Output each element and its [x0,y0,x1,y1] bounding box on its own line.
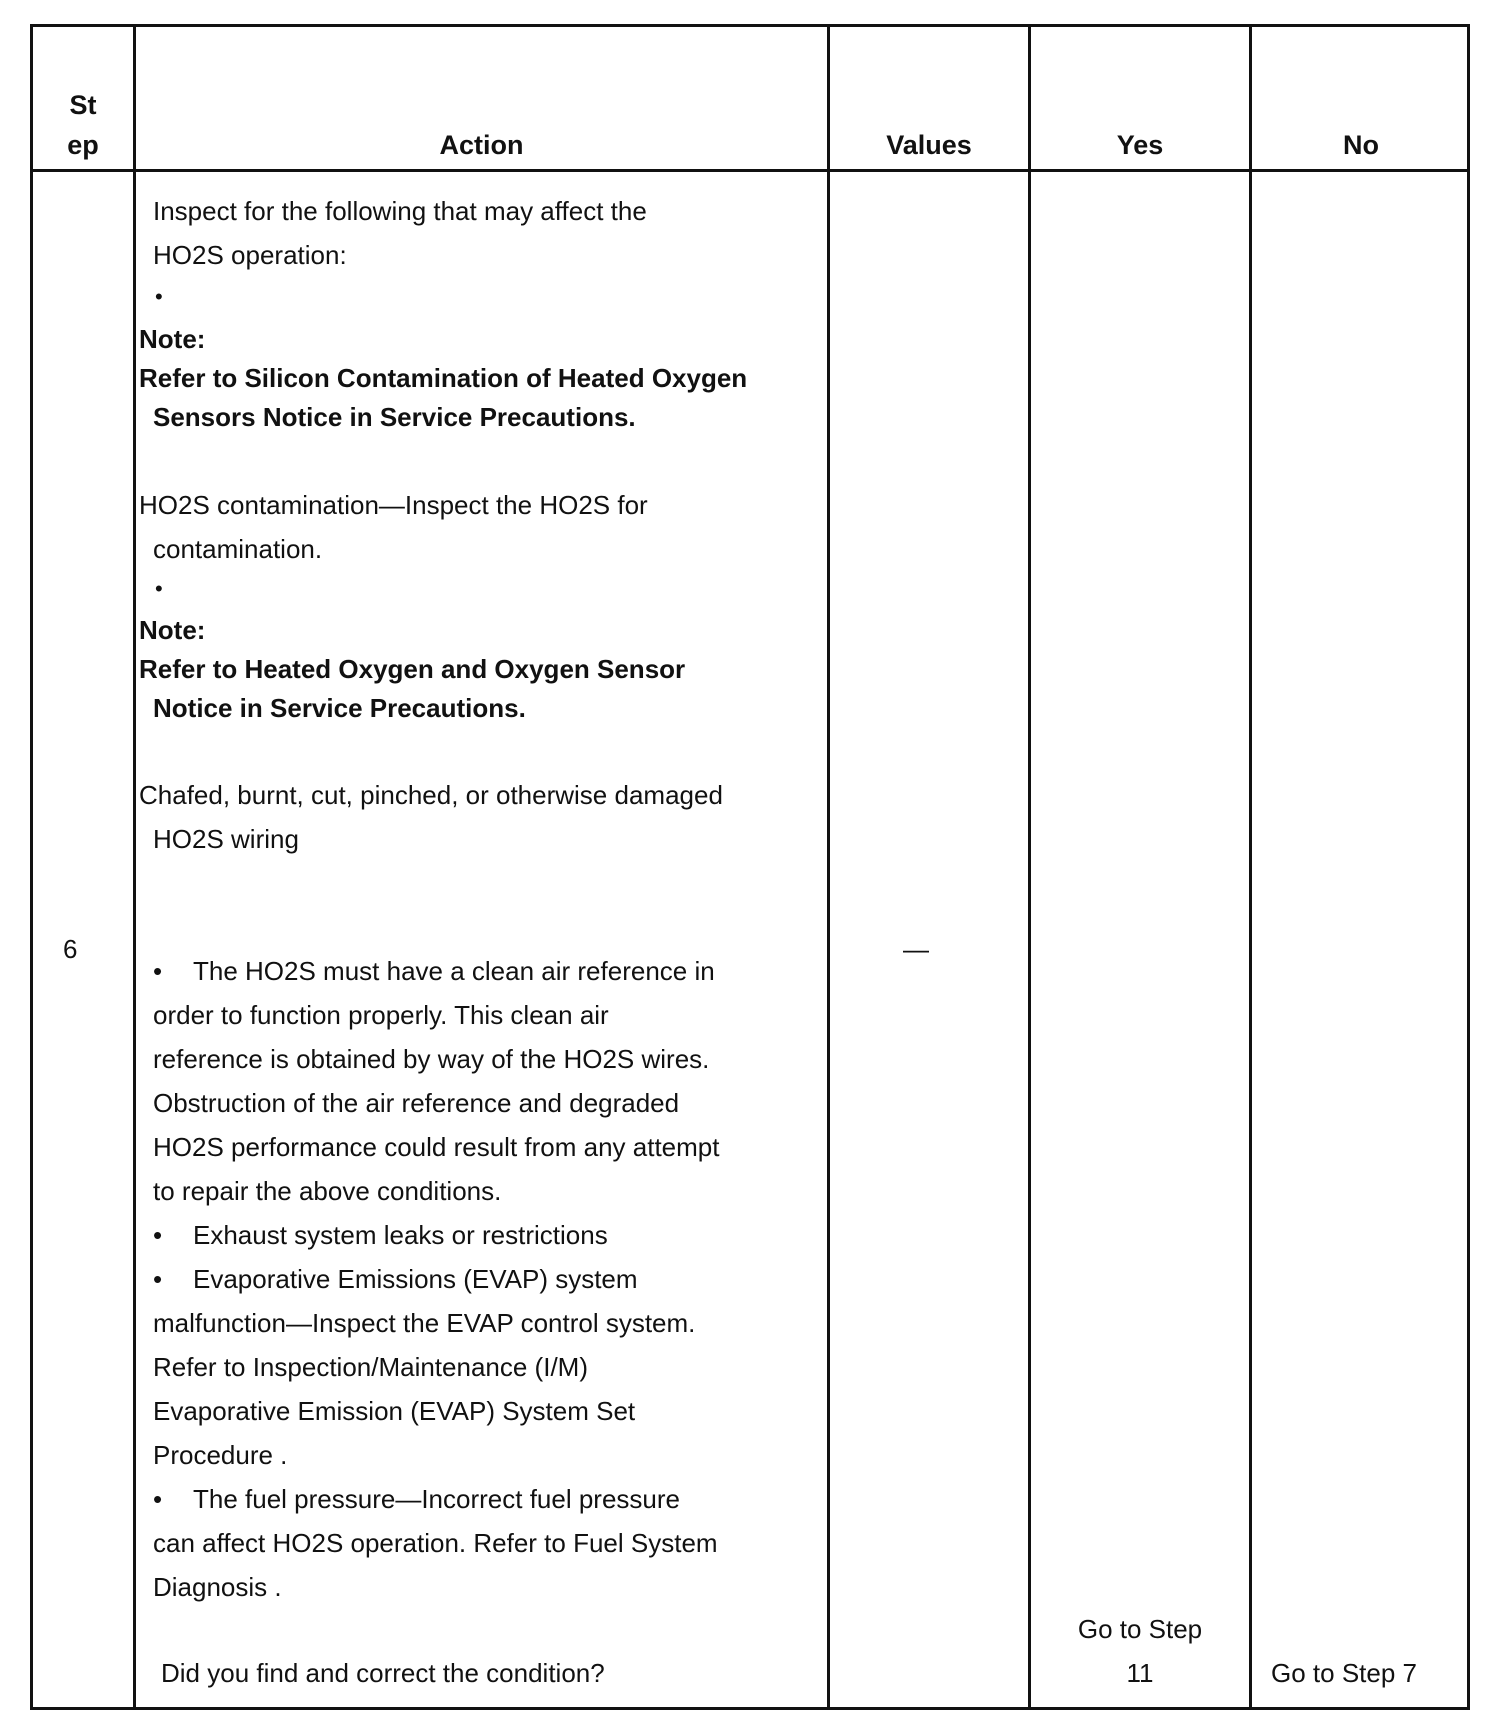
diagnostic-table [30,24,1470,1710]
column-divider [1249,27,1252,1707]
bullet-marker: • [153,1484,163,1514]
yes-line2: 11 [1126,1658,1154,1688]
note-text-line1: Refer to Silicon Contamination of Heated Oxygen [139,363,748,393]
item-contamination-line1: HO2S contamination—Inspect the HO2S for [139,490,648,520]
column-divider [1028,27,1031,1707]
bullet-text: Exhaust system leaks or restrictions [193,1220,608,1250]
header-step-line1: St [69,90,97,120]
item-contamination-line2: contamination. [153,534,323,564]
column-divider [133,27,136,1707]
note-text-line1: Refer to Heated Oxygen and Oxygen Sensor [139,654,686,684]
yes-cell [1031,1607,1249,1695]
header-divider [33,169,1467,172]
bullet-text: to repair the above conditions. [153,1176,502,1206]
bullet-text: Evaporative Emissions (EVAP) system [193,1264,638,1294]
bullet-marker: • [155,284,163,309]
note-text-line2: Notice in Service Precautions. [153,693,526,723]
question: Did you find and correct the condition? [161,1658,605,1688]
note-label: Note: [139,615,206,645]
bullet-text: The HO2S must have a clean air reference in [193,956,715,986]
item-wiring-line1: Chafed, burnt, cut, pinched, or otherwise damaged [139,780,723,810]
note-label: Note: [139,324,206,354]
bullet-text: Obstruction of the air reference and degraded [153,1088,680,1118]
header-values: Values [886,130,972,160]
no-cell: Go to Step 7 [1271,1658,1417,1688]
bullet-text: reference is obtained by way of the HO2S wires. [153,1044,710,1074]
header-action: Action [439,130,524,160]
bullet-item-air-reference [153,949,715,993]
bullet-text: Diagnosis . [153,1572,282,1602]
item-wiring-line2: HO2S wiring [153,824,299,854]
header-yes: Yes [1116,130,1164,160]
note-text-line2: Sensors Notice in Service Precautions. [153,402,636,432]
action-intro-line2: HO2S operation: [153,240,347,270]
bullet-text: Evaporative Emission (EVAP) System Set [153,1396,636,1426]
bullet-text: can affect HO2S operation. Refer to Fuel System [153,1528,718,1558]
column-divider [827,27,830,1707]
values-cell: — [903,934,929,964]
bullet-item-evap [153,1257,638,1301]
bullet-marker: • [153,1220,163,1250]
yes-line1: Go to Step [1077,1614,1203,1644]
step-number: 6 [63,934,78,964]
bullet-text: order to function properly. This clean air [153,1000,609,1030]
bullet-marker: • [153,1264,163,1294]
header-step-line2: ep [67,130,99,160]
bullet-marker: • [153,956,163,986]
header-no: No [1343,130,1379,160]
bullet-text: malfunction—Inspect the EVAP control system. [153,1308,696,1338]
bullet-marker: • [155,576,163,601]
bullet-text: Procedure . [153,1440,288,1470]
action-intro-line1: Inspect for the following that may affect the [153,196,647,226]
bullet-text: HO2S performance could result from any attempt [153,1132,720,1162]
bullet-item-fuel-pressure [153,1477,680,1521]
bullet-text: Refer to Inspection/Maintenance (I/M) [153,1352,588,1382]
bullet-text: The fuel pressure—Incorrect fuel pressure [193,1484,680,1514]
header-step [33,85,133,165]
bullet-item-exhaust [153,1213,608,1257]
